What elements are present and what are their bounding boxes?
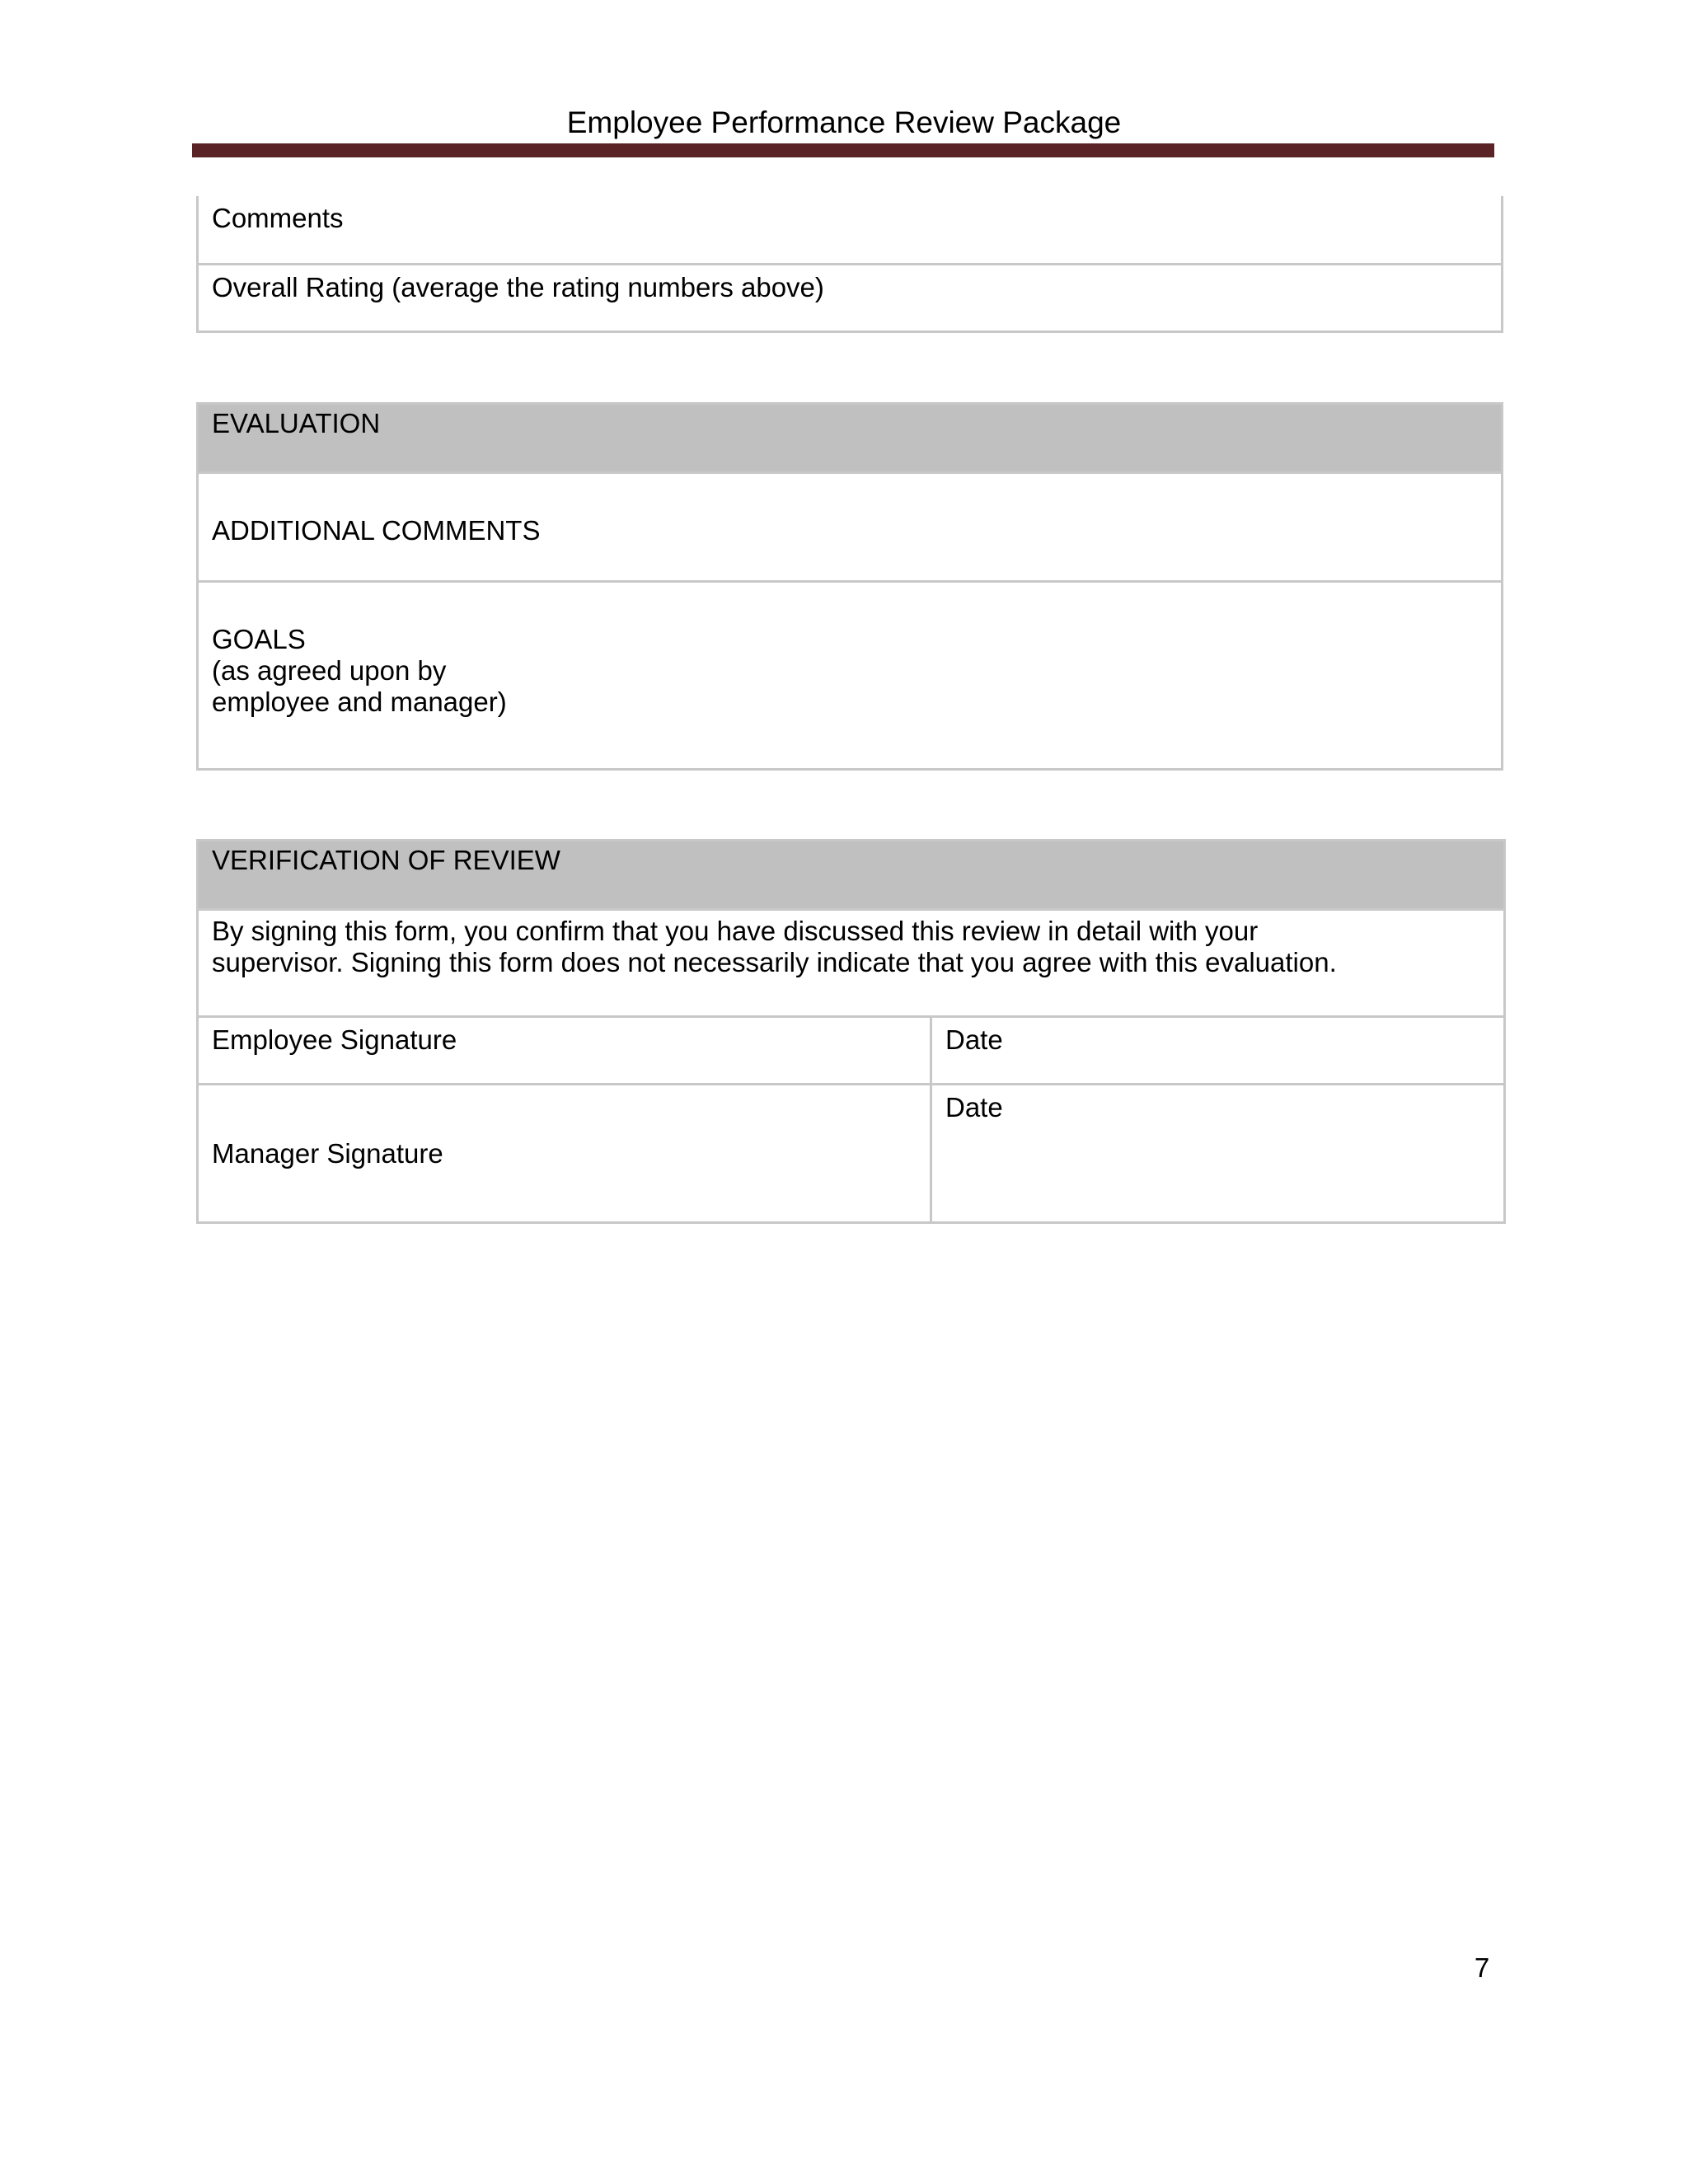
manager-date-label: Date xyxy=(945,1092,1003,1122)
ratings-table xyxy=(196,196,1503,333)
header-divider-bar xyxy=(192,143,1494,157)
additional-comments-cell[interactable] xyxy=(198,473,1503,582)
manager-date-cell[interactable] xyxy=(931,1085,1505,1223)
manager-signature-cell[interactable] xyxy=(198,1085,931,1223)
employee-signature-label: Employee Signature xyxy=(212,1024,457,1055)
verification-statement-line1: By signing this form, you confirm that you have discussed this review in detail with your xyxy=(212,916,1259,946)
verification-table xyxy=(196,839,1506,1224)
goals-label-line2: (as agreed upon by xyxy=(212,655,447,686)
employee-signature-cell[interactable] xyxy=(198,1017,931,1085)
evaluation-table xyxy=(196,402,1503,771)
overall-rating-cell[interactable] xyxy=(198,264,1503,331)
additional-comments-label: ADDITIONAL COMMENTS xyxy=(212,515,541,546)
page-header-title: Employee Performance Review Package xyxy=(566,105,1122,139)
goals-label-line3: employee and manager) xyxy=(212,687,507,717)
verification-heading: VERIFICATION OF REVIEW xyxy=(212,845,560,875)
goals-cell[interactable] xyxy=(198,582,1503,770)
comments-cell[interactable] xyxy=(198,196,1503,264)
comments-label: Comments xyxy=(212,203,344,233)
page-number: 7 xyxy=(1474,1952,1490,1983)
evaluation-heading-cell xyxy=(198,404,1503,473)
verification-statement-cell xyxy=(198,910,1505,1017)
verification-heading-cell xyxy=(198,841,1505,910)
evaluation-heading: EVALUATION xyxy=(212,408,381,438)
employee-date-cell[interactable] xyxy=(931,1017,1505,1085)
goals-label-line1: GOALS xyxy=(212,624,306,654)
verification-statement-line2: supervisor. Signing this form does not necessarily indicate that you agree with this evaluation. xyxy=(212,947,1337,977)
manager-signature-label: Manager Signature xyxy=(212,1137,443,1169)
overall-rating-label: Overall Rating (average the rating numbers above) xyxy=(212,271,824,302)
employee-date-label: Date xyxy=(945,1024,1003,1055)
